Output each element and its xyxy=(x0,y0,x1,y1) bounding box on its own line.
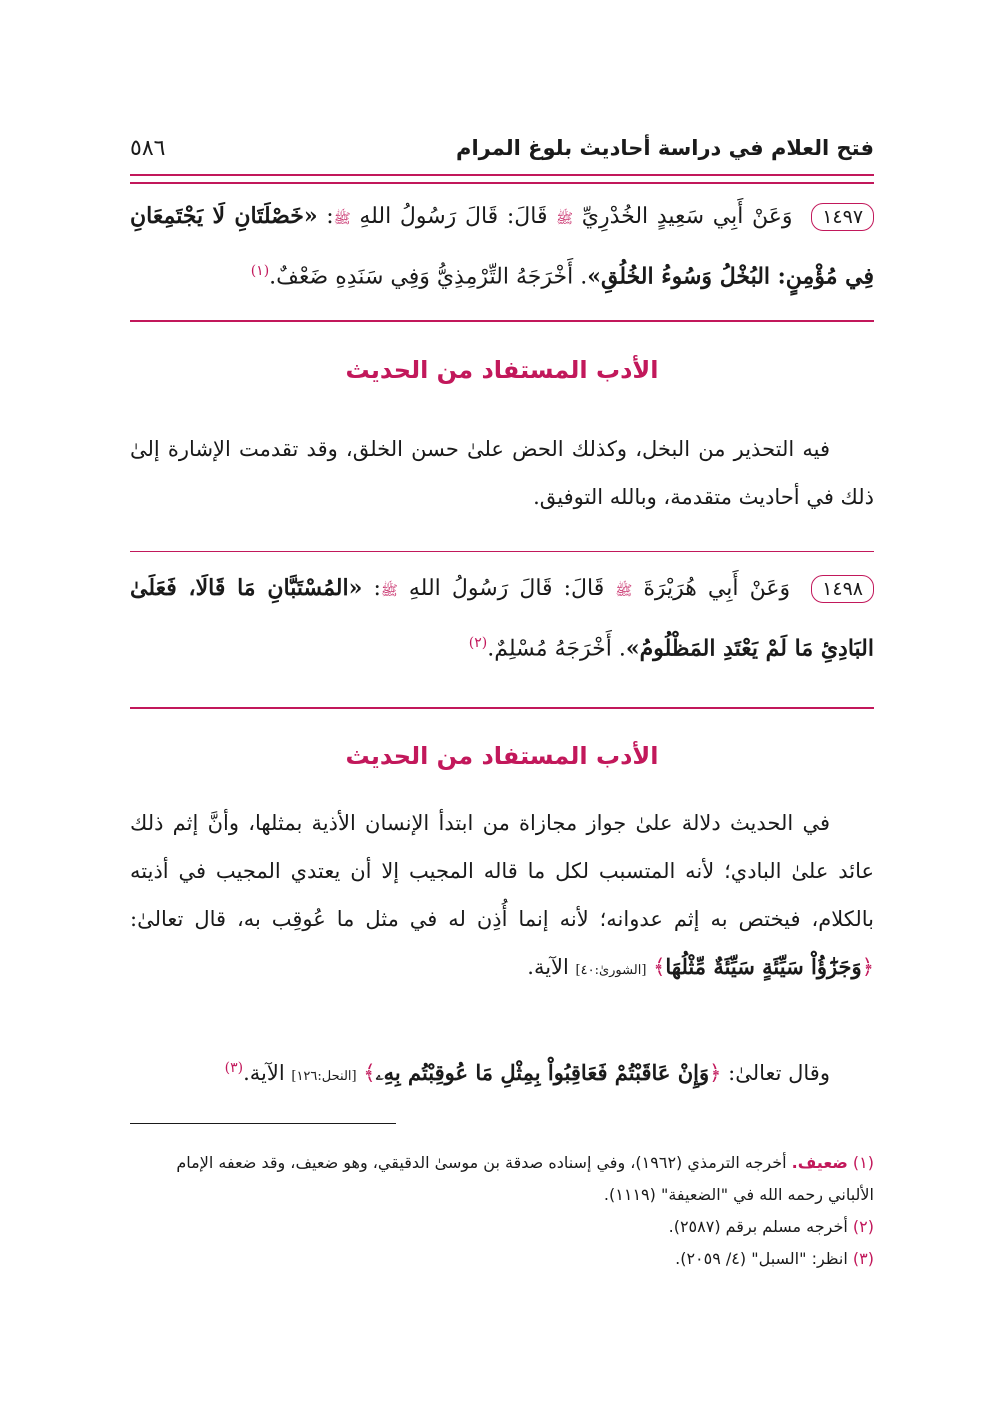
divider xyxy=(130,320,874,322)
verse-tail: الآية. xyxy=(527,955,569,979)
hadith-quote: «المُسْتَبَّانِ مَا قَالَا، فَعَلَىٰ البَادِئِ مَا لَمْ يَعْتَدِ المَظْلُومُ» xyxy=(130,575,874,662)
honorific: ﷺ xyxy=(556,211,574,227)
footnote xyxy=(130,1243,874,1275)
book-title: فتح العلام في دراسة أحاديث بلوغ المرام xyxy=(456,136,874,160)
ayah-bracket-icon: ﴿ xyxy=(861,955,874,979)
verse-reference: [الشورىٰ:٤٠] xyxy=(575,963,647,978)
footnote-mark: (٣) xyxy=(852,1249,874,1268)
section-body: في الحديث دلالة علىٰ جواز مجازاة من ابتدأ الإنسان الأذية بمثلها، وأنَّ إثم ذلك عائد علىٰ البادي؛ لأنه المتسبب لكل ما قاله المجيب إلا أن يعتدي المجيب في أذيته بالكلام، فيختص به إثم عدوانه؛ لأنه إنما أُذِن له في مثل ما عُوقِب به، قال xyxy=(130,811,874,931)
quran-verse: وَجَزَٰٓؤُاْ سَيِّئَةٍ سَيِّئَةٌ مِّثْلُهَا xyxy=(665,954,862,979)
hadith-intro: وَعَنْ أَبِي هُرَيْرَةَ xyxy=(643,576,791,601)
hadith-number: ١٤٩٨ xyxy=(811,575,874,603)
hadith-tail: . أَخْرَجَهُ مُسْلِمٌ. xyxy=(487,636,626,662)
footnote-text: انظر: "السبل" (٤/ ٢٠٥٩). xyxy=(675,1249,848,1268)
section-text xyxy=(130,1044,874,1101)
hadith-quote: «خَصْلَتَانِ لَا يَجْتَمِعَانِ فِي مُؤْمِنٍ: البُخْلُ وَسُوءُ الخُلُقِ» xyxy=(130,203,874,290)
footnotes xyxy=(130,1147,874,1275)
footnote xyxy=(130,1211,874,1243)
footnote-text: أخرجه مسلم برقم (٢٥٨٧). xyxy=(668,1217,848,1236)
hadith-intro: وَعَنْ أَبِي سَعِيدٍ الخُدْرِيِّ xyxy=(581,204,793,229)
verse-lead: تعالىٰ: xyxy=(130,907,184,931)
verse-tail: الآية. xyxy=(243,1061,285,1085)
honorific: ﷺ xyxy=(333,211,351,227)
footnote-text: أخرجه الترمذي (١٩٦٢)، وفي إسناده صدقة بن موسىٰ الدقيقي، وهو ضعيف، وقد ضعفه الإمام الألباني رحمه الله في "الضعيفة" (١١١٩). xyxy=(176,1153,874,1204)
footnote-mark: (٢) xyxy=(852,1217,874,1236)
quran-verse: وَإِنْ عَاقَبْتُمْ فَعَاقِبُواْ بِمِثْلِ مَا عُوقِبْتُم بِهِۦ xyxy=(375,1060,710,1085)
header-rule xyxy=(130,174,874,184)
hadith-tail: . أَخْرَجَهُ التِّرْمِذِيُّ وَفِي سَنَدِهِ ضَعْفٌ. xyxy=(269,264,588,290)
honorific: ﷺ xyxy=(380,583,398,599)
hadith-said: قَالَ: قَالَ رَسُولُ اللهِ xyxy=(359,204,548,229)
footnote-ref[interactable]: (١) xyxy=(250,263,270,279)
footnote-ref[interactable]: (٢) xyxy=(468,635,488,651)
verse-lead: وقال تعالىٰ: xyxy=(728,1061,830,1085)
divider xyxy=(130,707,874,709)
divider xyxy=(130,551,874,552)
section-title: الأدب المستفاد من الحديث xyxy=(345,356,659,384)
hadith-1497: ١٤٩٧ وَعَنْ أَبِي سَعِيدٍ الخُدْرِيِّ ﷺ قَالَ: قَالَ رَسُولُ اللهِ ﷺ: «خَصْلَتَانِ لَا يَجْتَمِعَانِ فِي مُؤْمِنٍ: البُخْلُ وَسُوءُ الخُلُقِ». أَخْرَجَهُ التِّرْمِذِيُّ وَفِي سَنَدِهِ ضَعْفٌ.$^{(١)}$ xyxy=(130,203,874,290)
footnote-ref[interactable]: (٣) xyxy=(224,1060,244,1076)
hadith-1498: ١٤٩٨ وَعَنْ أَبِي هُرَيْرَةَ ﷺ قَالَ: قَالَ رَسُولُ اللهِ ﷺ: «المُسْتَبَّانِ مَا قَالَا، فَعَلَىٰ البَادِئِ مَا لَمْ يَعْتَدِ المَظْلُومُ». أَخْرَجَهُ مُسْلِمٌ.$^{(٢)}$ xyxy=(130,575,874,662)
footnote-mark: (١) xyxy=(852,1153,874,1172)
footnote xyxy=(130,1147,874,1211)
section-text xyxy=(130,799,874,995)
footnote-rule xyxy=(130,1123,396,1124)
section-text: فيه التحذير من البخل، وكذلك الحض علىٰ حسن الخلق، وقد تقدمت الإشارة إلىٰ ذلك في أحاديث متقدمة، وبالله التوفيق. xyxy=(130,437,874,509)
honorific: ﷺ xyxy=(615,583,633,599)
ayah-bracket-icon: ﴿ xyxy=(709,1061,722,1085)
ayah-bracket-icon: ﴾ xyxy=(653,955,666,979)
hadith-said: قَالَ: قَالَ رَسُولُ اللهِ xyxy=(408,576,605,601)
hadith-number: ١٤٩٧ xyxy=(811,203,874,231)
page-number: ٥٨٦ xyxy=(130,135,166,161)
footnote-grade: ضعيف. xyxy=(791,1153,848,1172)
ayah-bracket-icon: ﴾ xyxy=(363,1061,376,1085)
section-title: الأدب المستفاد من الحديث xyxy=(345,742,659,770)
running-header xyxy=(130,128,874,168)
verse-reference: [النحل:١٢٦] xyxy=(291,1069,357,1084)
